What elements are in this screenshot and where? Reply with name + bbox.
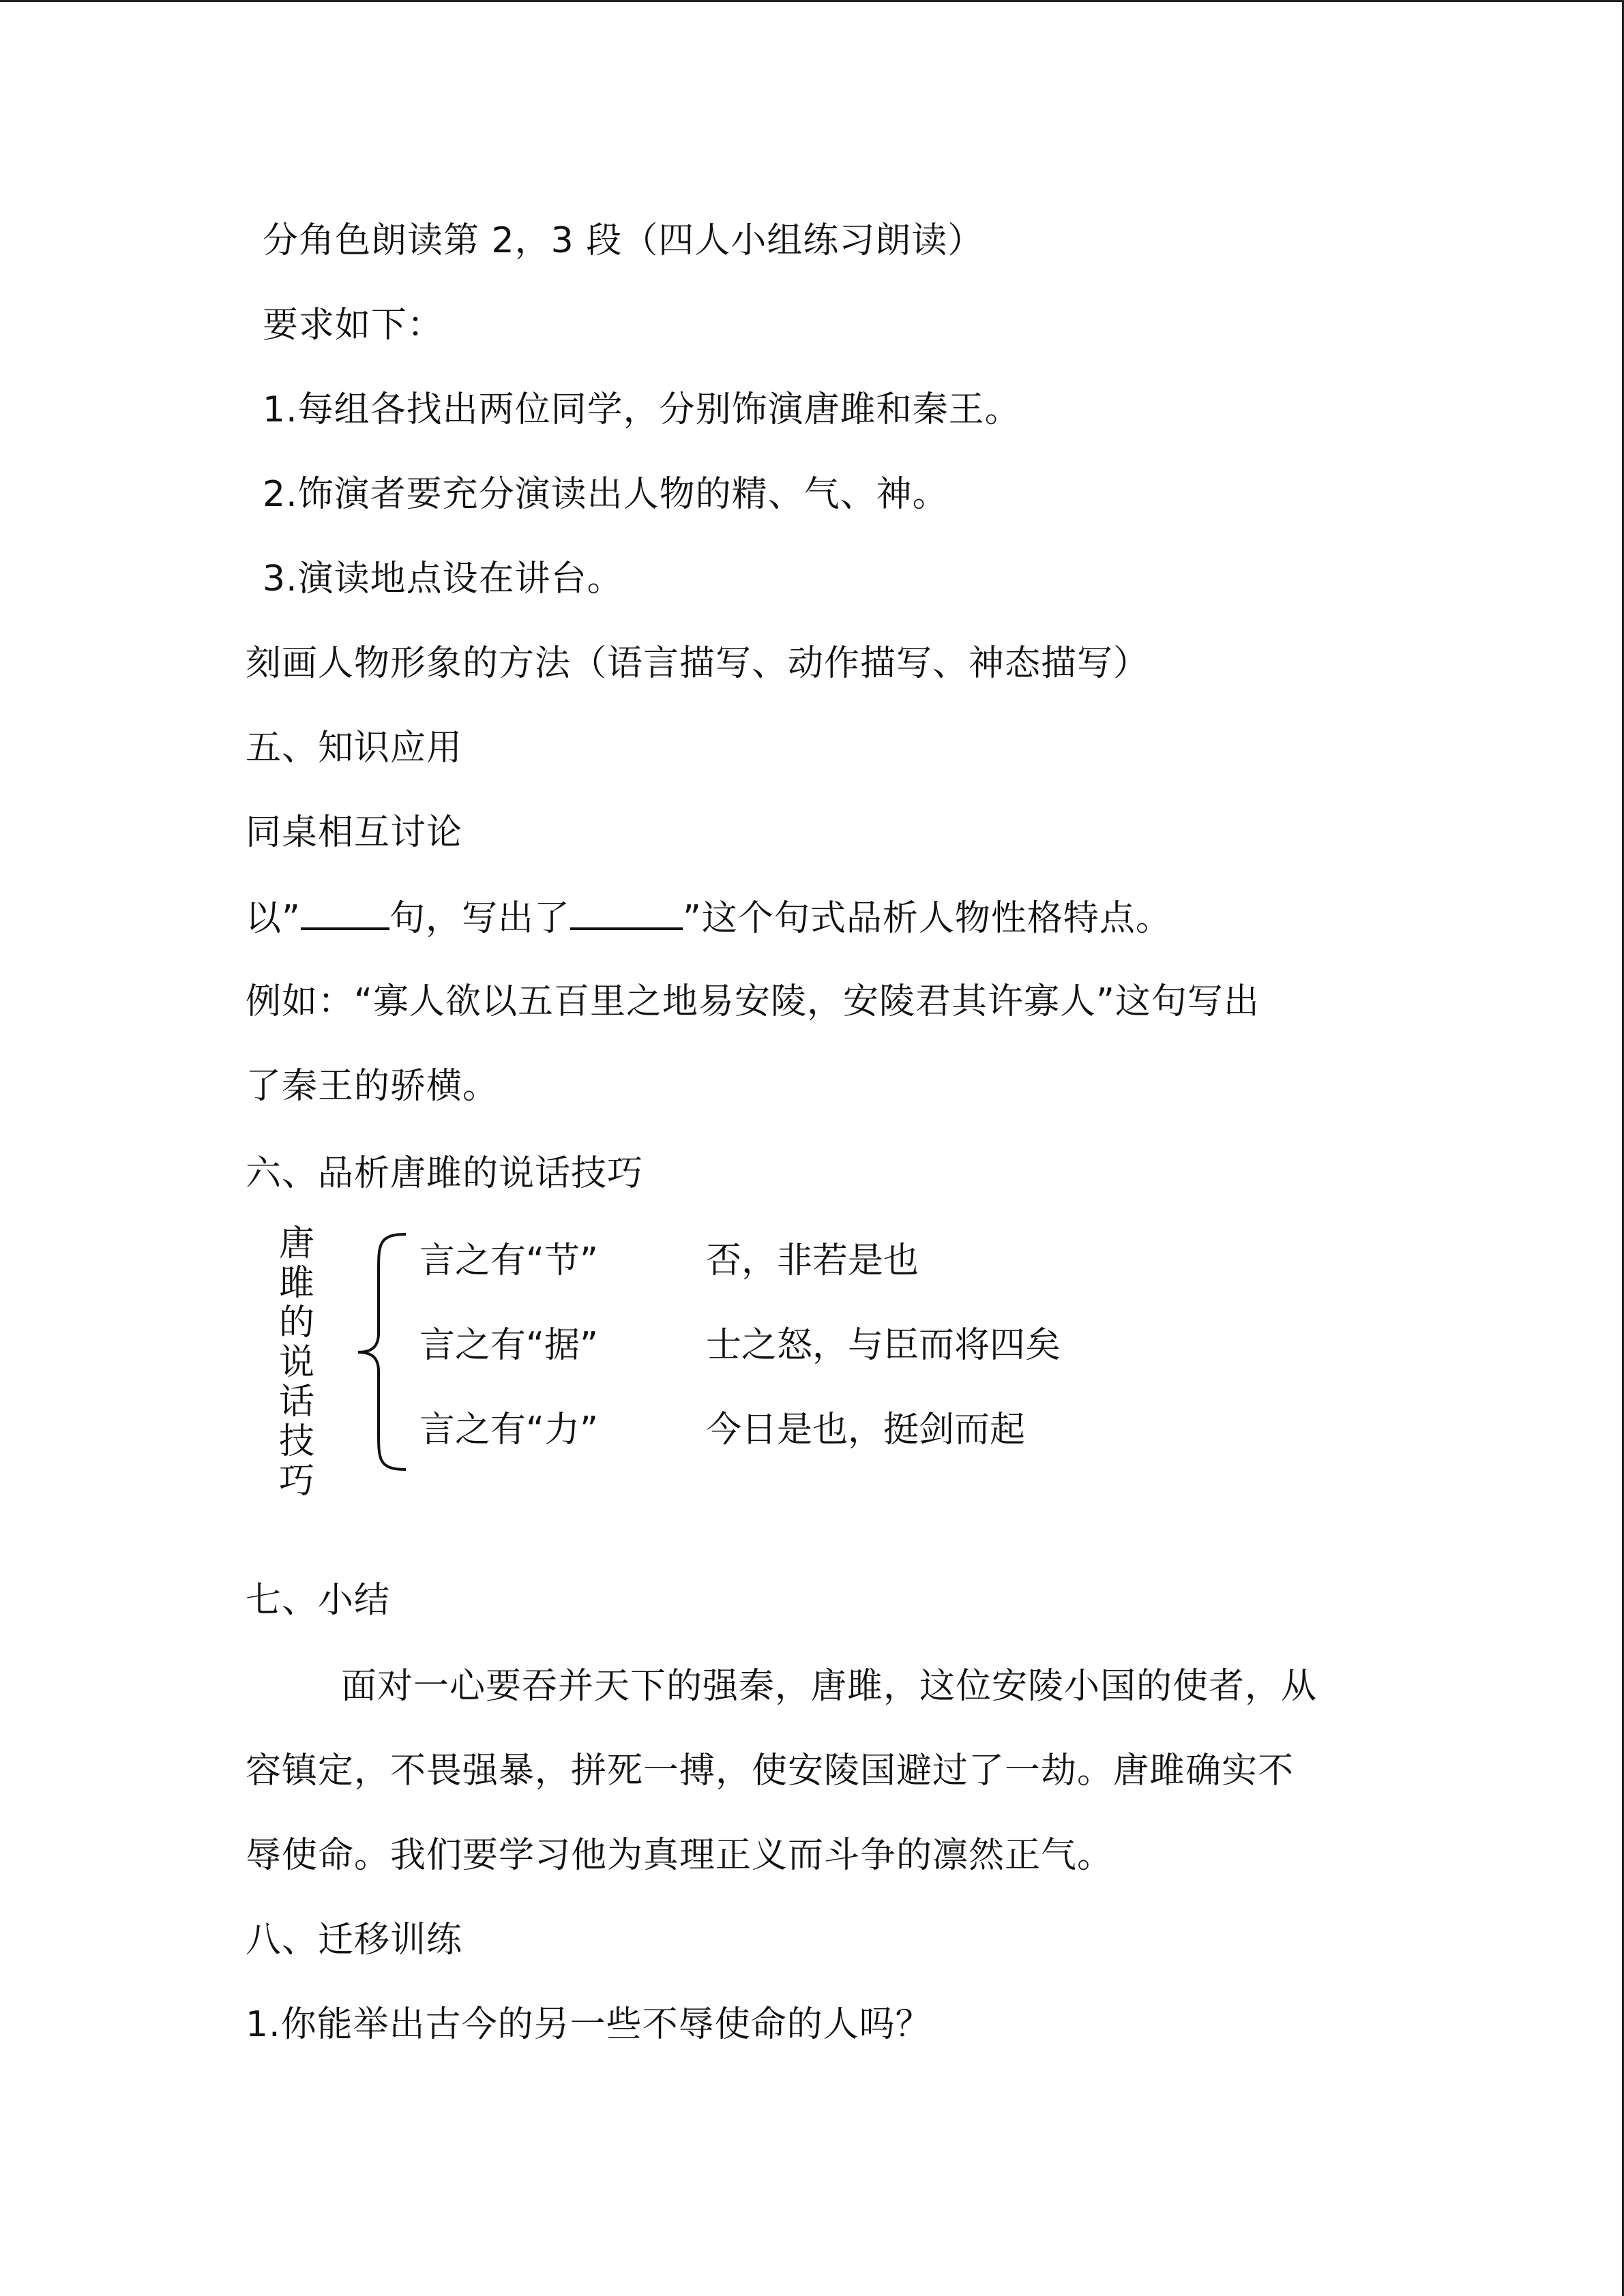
- summary-line-1: 面对一心要吞并天下的强秦，唐雎，这位安陵小国的使者，从: [341, 1666, 1318, 1707]
- diagram-vertical-title: [273, 1224, 321, 1501]
- page-top-border: [0, 0, 1624, 2]
- branch-quote: 否，非若是也: [706, 1240, 919, 1281]
- vertical-title-char: 唐: [278, 1223, 314, 1264]
- summary-line-2: 容镇定，不畏强暴，拼死一搏，使安陵国避过了一劫。唐雎确实不: [246, 1750, 1295, 1791]
- example-line-2: 了秦王的骄横。: [246, 1066, 499, 1107]
- pattern-mid: 句，写出了: [389, 898, 570, 939]
- requirement-item-1: 1.每组各找出两位同学，分别饰演唐雎和秦王。: [263, 389, 1021, 430]
- blank-2: [570, 896, 683, 930]
- branch-row-3: [419, 1409, 1306, 1451]
- vertical-title-char: 的: [278, 1302, 314, 1343]
- vertical-title-char: 话: [278, 1382, 314, 1422]
- sentence-pattern: [246, 896, 1172, 940]
- branch-row-2: [419, 1324, 1306, 1367]
- transfer-question-1: 1.你能举出古今的另一些不辱使命的人吗？: [246, 2004, 932, 2045]
- vertical-title-char: 巧: [278, 1461, 314, 1502]
- section-8-heading: 八、迁移训练: [246, 1920, 463, 1960]
- curly-brace: [348, 1231, 409, 1473]
- section-6-heading: 六、品析唐雎的说话技巧: [246, 1153, 644, 1194]
- requirement-item-3: 3.演读地点设在讲台。: [263, 558, 623, 599]
- requirement-item-2: 2.饰演者要充分演读出人物的精、气、神。: [263, 474, 949, 515]
- branch-label: 言之有“节”: [419, 1240, 598, 1281]
- example-line-1: 例如：“寡人欲以五百里之地易安陵，安陵君其许寡人”这句写出: [246, 981, 1260, 1022]
- blank-1: [301, 896, 389, 930]
- pattern-suffix: ”这个句式品析人物性格特点。: [682, 898, 1172, 939]
- requirements-label: 要求如下：: [263, 305, 444, 346]
- branch-label: 言之有“据”: [419, 1325, 598, 1366]
- vertical-title-char: 技: [278, 1421, 314, 1462]
- pattern-prefix: 以”: [246, 898, 301, 939]
- branch-label: 言之有“力”: [419, 1410, 598, 1450]
- section-5-heading: 五、知识应用: [246, 728, 463, 769]
- summary-line-3: 辱使命。我们要学习他为真理正义而斗争的凛然正气。: [246, 1835, 1114, 1876]
- portrayal-methods: 刻画人物形象的方法（语言描写、动作描写、神态描写）: [246, 643, 1150, 684]
- section-5-subtitle: 同桌相互讨论: [246, 812, 463, 853]
- vertical-title-char: 雎: [278, 1263, 314, 1304]
- branch-quote: 士之怒，与臣而将四矣: [706, 1325, 1061, 1366]
- vertical-title-char: 说: [278, 1342, 314, 1383]
- reading-task-title: 分角色朗读第 2，3 段（四人小组练习朗读）: [263, 220, 984, 261]
- branch-quote: 今日是也，挺剑而起: [706, 1410, 1026, 1450]
- branch-row-1: [419, 1240, 1306, 1282]
- section-7-heading: 七、小结: [246, 1580, 391, 1621]
